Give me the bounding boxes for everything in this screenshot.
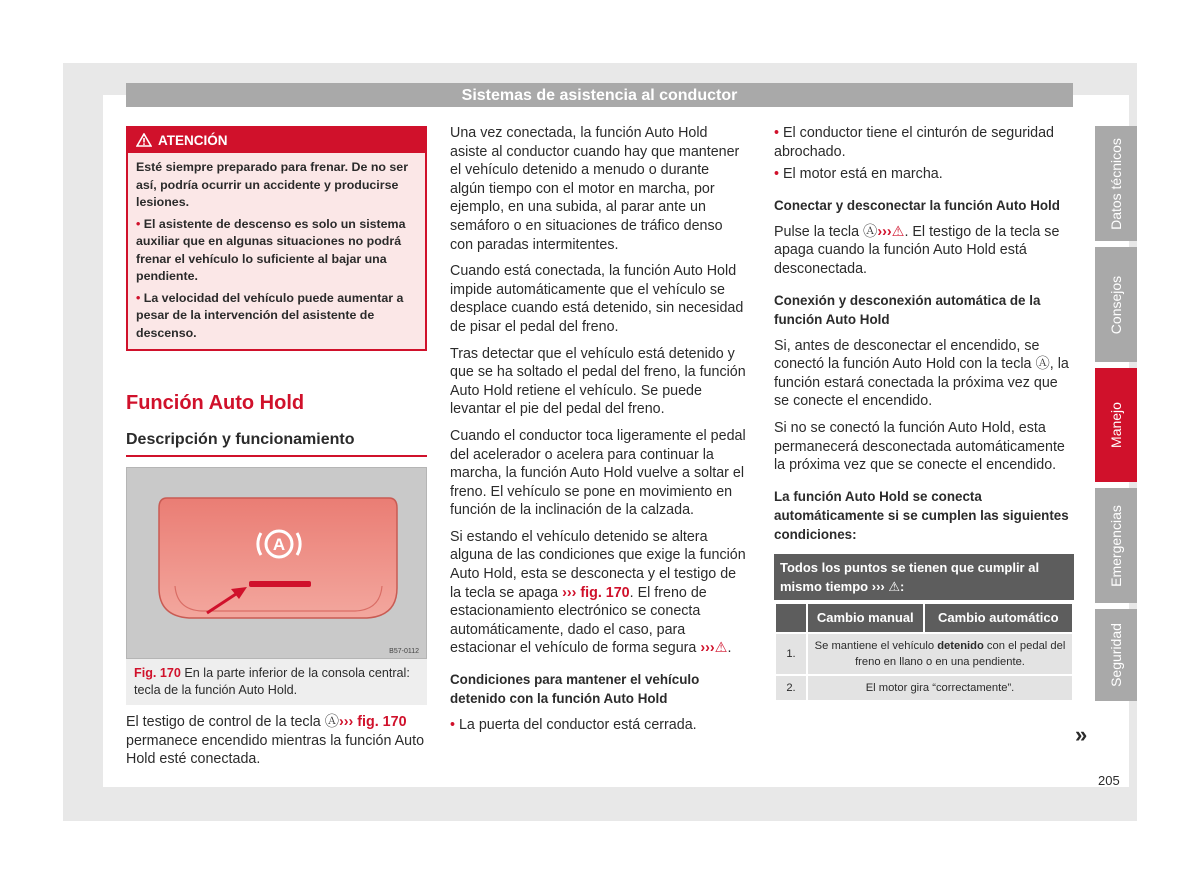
indicator-light bbox=[249, 581, 311, 587]
warning-title: ATENCIÓN bbox=[158, 133, 228, 148]
list-item: • La puerta del conductor está cerrada. bbox=[450, 717, 697, 734]
tab-datos-tecnicos[interactable]: Datos técnicos bbox=[1095, 126, 1137, 241]
page-number: 205 bbox=[1098, 773, 1120, 788]
table-cell: Se mantiene el vehículo detenido con el pedal del freno en llano o en una pendiente. bbox=[808, 634, 1072, 674]
list-item: • El conductor tiene el cinturón de seguridad abrochado. bbox=[774, 125, 1055, 160]
table-row bbox=[776, 634, 1072, 674]
figure-caption-text: En la parte inferior de la consola central: tecla de la función Auto Hold. bbox=[134, 666, 410, 697]
paragraph: Pulse la tecla Ⓐ›››⚠. El testigo de la tecla se apaga cuando la función Auto Hold está desconectada. bbox=[774, 223, 1060, 277]
paragraph: Si estando el vehículo detenido se altera alguna de las condiciones que exige la función Auto Hold, esta se desconecta y el testigo de la tecla se apaga ››› fig. 170. El freno de estacionamiento electrónico se conecta automáticamente, dado el caso, para estacionar el vehículo de forma segura ›››⚠. bbox=[450, 528, 746, 657]
heading-conditions: Condiciones para mantener el vehículo detenido con la función Auto Hold bbox=[450, 672, 700, 707]
paragraph: Cuando el conductor toca ligeramente el pedal del acelerador o acelera para continuar la marcha, la función Auto Hold vuelve a soltar el freno. El vehículo se pone en movimiento en función de la inclinación de la calzada. bbox=[450, 427, 746, 519]
paragraph: Si, antes de desconectar el encendido, se conectó la función Auto Hold con la tecla Ⓐ, la función estará conectada la próxima vez que se conecte el encendido. bbox=[774, 337, 1069, 410]
column-right bbox=[774, 124, 1074, 702]
warning-line: • El asistente de descenso es solo un sistema auxiliar que en algunas situaciones no podrá frenar el vehículo lo suficiente al bajar una pendiente. bbox=[136, 216, 406, 283]
chapter-tabs bbox=[1095, 126, 1137, 707]
list-item: • El motor está en marcha. bbox=[774, 166, 943, 183]
figure-link[interactable]: fig. 170 bbox=[357, 714, 407, 730]
tab-emergencias[interactable]: Emergencias bbox=[1095, 488, 1137, 603]
section-title: Función Auto Hold bbox=[126, 392, 305, 414]
figure-link[interactable]: fig. 170 bbox=[580, 584, 630, 601]
auto-hold-key-icon: Ⓐ bbox=[1035, 356, 1050, 373]
paragraph: El testigo de control de la tecla Ⓐ››› fig. 170 permanece encendido mientras la función Auto Hold esté conectada. bbox=[126, 714, 425, 768]
table-header: Cambio automático bbox=[925, 604, 1072, 632]
warning-ref-icon: ⚠ bbox=[714, 640, 728, 657]
paragraph: Tras detectar que el vehículo está detenido y que se ha soltado el pedal del freno, la función Auto Hold retiene el vehículo. Se puede levantar el pie del pedal del freno. bbox=[450, 345, 746, 418]
auto-hold-key-icon: Ⓐ bbox=[324, 714, 339, 730]
figure-label: Fig. 170 bbox=[134, 666, 181, 680]
chapter-header: Sistemas de asistencia al conductor bbox=[126, 83, 1073, 107]
table-row bbox=[776, 676, 1072, 700]
table-cell-num: 1. bbox=[776, 634, 806, 674]
table-cell-num: 2. bbox=[776, 676, 806, 700]
paragraph: Una vez conectada, la función Auto Hold asiste al conductor cuando hay que mantener el vehículo detenido a menudo o durante algún tiempo con el motor en marcha, por ejemplo, en una subida, al parar ante un semáforo o en situaciones de tráfico denso con paradas intermitentes. bbox=[450, 125, 740, 253]
table-title: Todos los puntos se tienen que cumplir al mismo tiempo ››› ⚠: bbox=[774, 554, 1074, 600]
conditions-table bbox=[774, 602, 1074, 702]
column-left bbox=[126, 124, 427, 777]
table-cell: El motor gira “correctamente”. bbox=[808, 676, 1072, 700]
auto-hold-console-illustration bbox=[127, 468, 427, 658]
auto-hold-key-icon: Ⓐ bbox=[863, 223, 878, 240]
figure-caption bbox=[126, 659, 427, 705]
figure-code: B57-0112 bbox=[389, 648, 419, 655]
heading-auto: Conexión y desconexión automática de la función Auto Hold bbox=[774, 292, 1041, 327]
warning-line: Esté siempre preparado para frenar. De no ser así, podría ocurrir un accidente y producirse lesiones. bbox=[136, 160, 409, 209]
bullet-icon: • bbox=[136, 290, 144, 305]
warning-header bbox=[128, 128, 425, 153]
svg-text:A: A bbox=[272, 535, 286, 554]
warning-line: • La velocidad del vehículo puede aumentar a pesar de la intervención del asistente de descenso. bbox=[136, 290, 404, 340]
arrow-link[interactable]: ››› bbox=[562, 584, 577, 601]
continue-marker: » bbox=[1075, 722, 1088, 747]
warning-box bbox=[126, 126, 427, 351]
tab-seguridad[interactable]: Seguridad bbox=[1095, 609, 1137, 701]
warning-triangle-icon bbox=[136, 133, 152, 147]
arrow-link[interactable]: ››› bbox=[338, 714, 354, 730]
warning-body bbox=[128, 153, 425, 349]
bullet-icon: • bbox=[136, 216, 144, 231]
table-header-row bbox=[776, 604, 1072, 632]
tab-manejo[interactable]: Manejo bbox=[1095, 368, 1137, 482]
table-header: Cambio manual bbox=[808, 604, 923, 632]
subsection-title: Descripción y funcionamiento bbox=[126, 431, 427, 457]
warning-ref-icon: ⚠ bbox=[888, 578, 901, 594]
paragraph: Cuando está conectada, la función Auto Hold impide automáticamente que el vehículo se desplace cuando está detenido, sin necesidad de pisar el pedal del freno. bbox=[450, 263, 744, 335]
paragraph: Si no se conectó la función Auto Hold, esta permanecerá desconectada automáticamente la próxima vez que se conecte el encendido. bbox=[774, 419, 1065, 474]
table-header-empty bbox=[776, 604, 806, 632]
arrow-link[interactable]: ››› bbox=[877, 223, 892, 240]
heading-connect: Conectar y desconectar la función Auto Hold bbox=[774, 197, 1060, 213]
figure-image bbox=[126, 467, 427, 659]
arrow-link[interactable]: ››› bbox=[700, 640, 715, 657]
warning-ref-icon: ⚠ bbox=[891, 223, 905, 240]
tab-consejos[interactable]: Consejos bbox=[1095, 247, 1137, 362]
column-middle bbox=[450, 124, 748, 743]
heading-conditions-auto: La función Auto Hold se conecta automáticamente si se cumplen las siguientes condiciones: bbox=[774, 488, 1069, 542]
